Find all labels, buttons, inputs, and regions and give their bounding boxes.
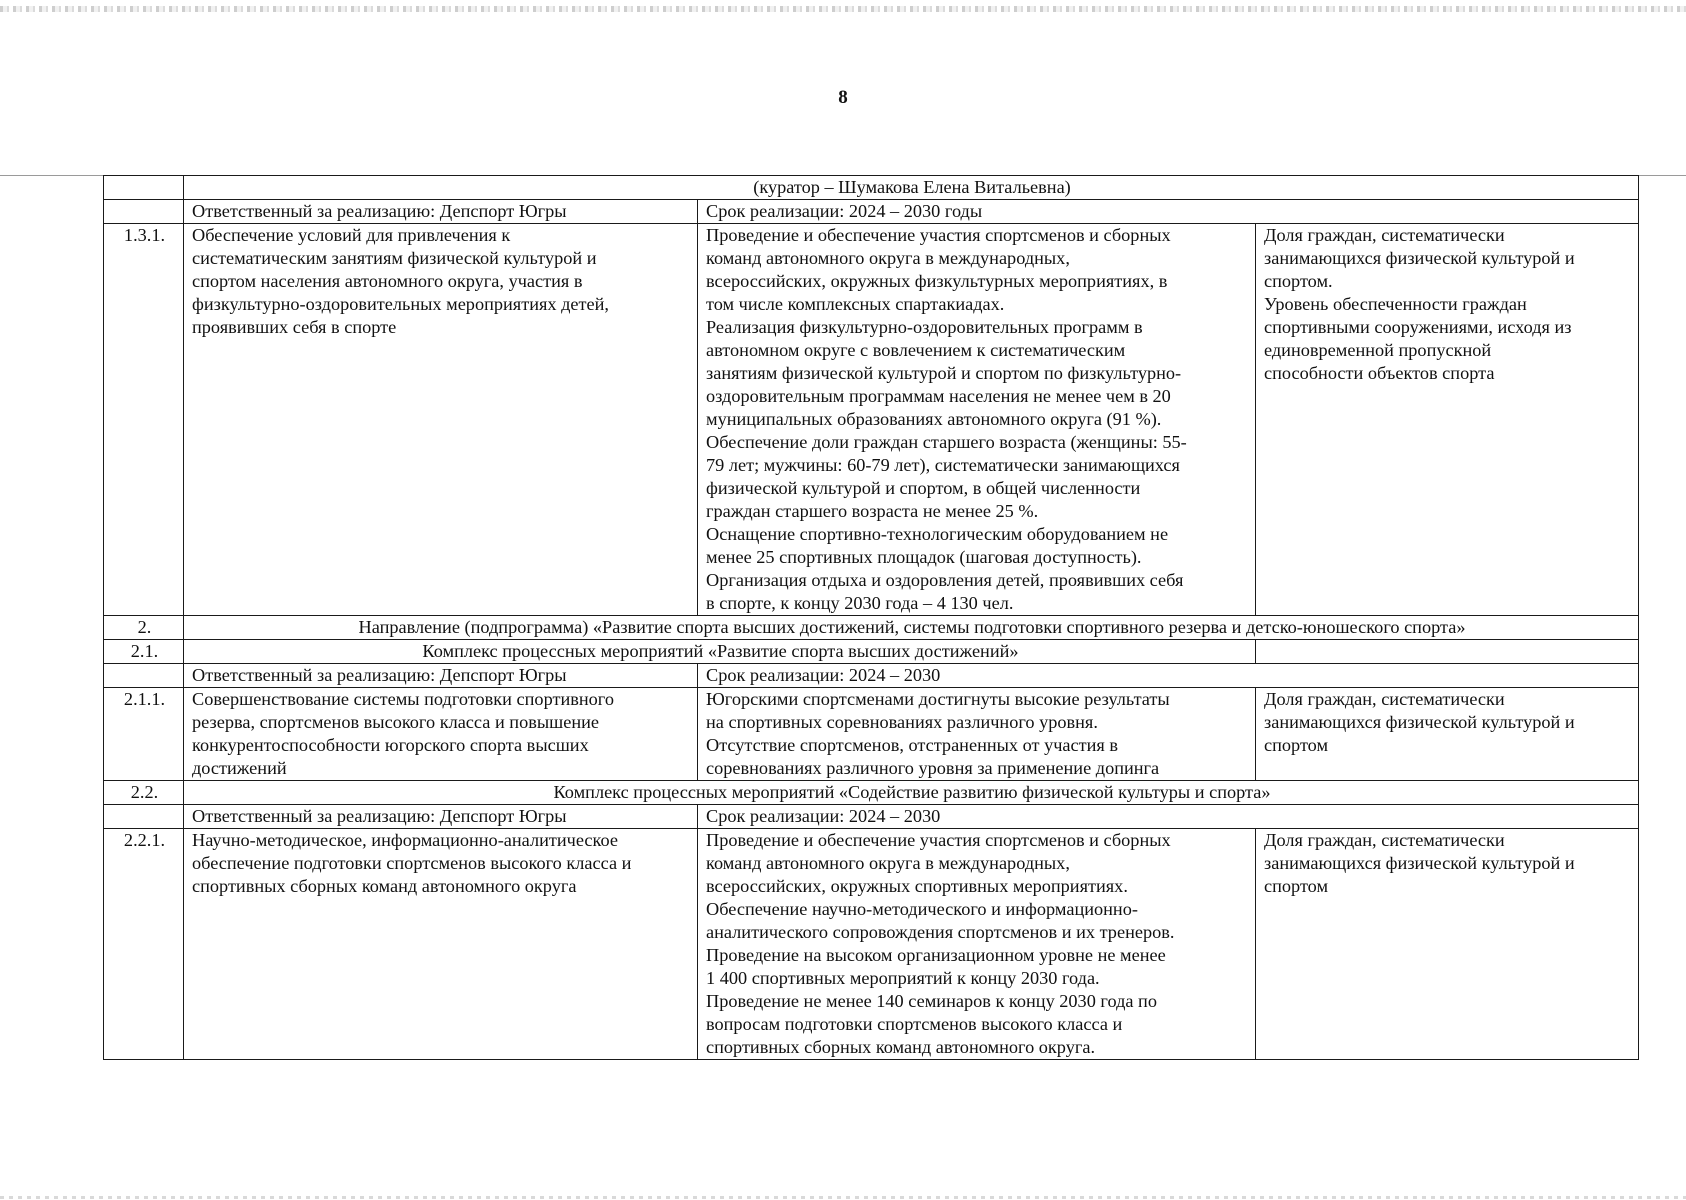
row-number: 2.1.1. xyxy=(104,688,184,781)
result-line: физической культурой и спортом, в общей численности xyxy=(706,478,1141,498)
responsible-row xyxy=(104,664,1639,688)
curator-text: (куратор – Шумакова Елена Витальевна) xyxy=(184,176,1639,200)
indicator-line: спортом xyxy=(1264,876,1329,896)
scan-edge-top xyxy=(0,6,1686,12)
result-line: Югорскими спортсменами достигнуты высокие результаты xyxy=(706,689,1170,709)
indicator-line: способности объектов спорта xyxy=(1264,363,1495,383)
result-line: всероссийских, окружных спортивных мероприятиях. xyxy=(706,876,1128,896)
task-line: конкурентоспособности югорского спорта высших xyxy=(192,735,589,755)
row-number: 2.1. xyxy=(104,640,184,664)
indicator-line: занимающихся физической культурой и xyxy=(1264,853,1575,873)
result-line: Проведение и обеспечение участия спортсменов и сборных xyxy=(706,225,1171,245)
result-line: аналитического сопровождения спортсменов и их тренеров. xyxy=(706,922,1175,942)
result-line: Обеспечение доли граждан старшего возраста (женщины: 55- xyxy=(706,432,1187,452)
empty-cell xyxy=(104,176,184,200)
indicator-line: спортом. xyxy=(1264,271,1333,291)
result-line: менее 25 спортивных площадок (шаговая доступность). xyxy=(706,547,1142,567)
responsible-cell: Ответственный за реализацию: Депспорт Югры xyxy=(184,200,698,224)
result-line: 1 400 спортивных мероприятий к концу 2030 года. xyxy=(706,968,1100,988)
empty-cell xyxy=(104,805,184,829)
result-line: Проведение и обеспечение участия спортсменов и сборных xyxy=(706,830,1171,850)
direction-row xyxy=(104,616,1639,640)
complex-row xyxy=(104,640,1639,664)
task-line: физкультурно-оздоровительных мероприятиях детей, xyxy=(192,294,609,314)
indicators-cell xyxy=(1256,688,1639,781)
result-line: Отсутствие спортсменов, отстраненных от участия в xyxy=(706,735,1119,755)
result-line: занятиям физической культурой и спортом по физкультурно- xyxy=(706,363,1182,383)
result-line: команд автономного округа в международных, xyxy=(706,853,1070,873)
result-line: Организация отдыха и оздоровления детей, проявивших себя xyxy=(706,570,1184,590)
results-cell xyxy=(698,688,1256,781)
indicators-cell xyxy=(1256,224,1639,616)
task-cell xyxy=(184,688,698,781)
result-line: на спортивных соревнованиях различного уровня. xyxy=(706,712,1098,732)
responsible-cell: Ответственный за реализацию: Депспорт Югры xyxy=(184,805,698,829)
result-line: вопросам подготовки спортсменов высокого класса и xyxy=(706,1014,1123,1034)
indicator-line: Уровень обеспеченности граждан xyxy=(1264,294,1527,314)
term-cell: Срок реализации: 2024 – 2030 xyxy=(698,805,1639,829)
indicators-cell xyxy=(1256,829,1639,1060)
result-line: граждан старшего возраста не менее 25 %. xyxy=(706,501,1039,521)
task-line: спортивных сборных команд автономного округа xyxy=(192,876,577,896)
result-line: Проведение не менее 140 семинаров к концу 2030 года по xyxy=(706,991,1157,1011)
result-line: оздоровительным программам населения не менее чем в 20 xyxy=(706,386,1171,406)
results-cell xyxy=(698,224,1256,616)
responsible-row xyxy=(104,200,1639,224)
indicator-line: спортом xyxy=(1264,735,1329,755)
result-line: спортивных сборных команд автономного округа. xyxy=(706,1037,1096,1057)
table-row xyxy=(104,688,1639,781)
row-number: 2.2.1. xyxy=(104,829,184,1060)
row-number: 1.3.1. xyxy=(104,224,184,616)
curator-row xyxy=(104,176,1639,200)
term-cell: Срок реализации: 2024 – 2030 xyxy=(698,664,1639,688)
responsible-cell: Ответственный за реализацию: Депспорт Югры xyxy=(184,664,698,688)
result-line: Оснащение спортивно-технологическим оборудованием не xyxy=(706,524,1169,544)
direction-title: Направление (подпрограмма) «Развитие спорта высших достижений, системы подготовки спортивного резерва и детско-юношеского спорта» xyxy=(184,616,1639,640)
task-line: систематическим занятиям физической культурой и xyxy=(192,248,597,268)
result-line: Обеспечение научно-методического и информационно- xyxy=(706,899,1138,919)
complex-title: Комплекс процессных мероприятий «Развитие спорта высших достижений» xyxy=(184,640,1256,664)
empty-cell xyxy=(104,200,184,224)
responsible-row xyxy=(104,805,1639,829)
row-number: 2.2. xyxy=(104,781,184,805)
task-line: спортом населения автономного округа, участия в xyxy=(192,271,583,291)
table-row xyxy=(104,829,1639,1060)
task-line: Научно-методическое, информационно-аналитическое xyxy=(192,830,618,850)
result-line: Реализация физкультурно-оздоровительных программ в xyxy=(706,317,1143,337)
table-row xyxy=(104,224,1639,616)
indicator-line: Доля граждан, систематически xyxy=(1264,689,1505,709)
indicator-line: Доля граждан, систематически xyxy=(1264,225,1505,245)
indicator-line: занимающихся физической культурой и xyxy=(1264,248,1575,268)
program-table xyxy=(103,175,1639,1060)
result-line: том числе комплексных спартакиадах. xyxy=(706,294,1005,314)
task-line: достижений xyxy=(192,758,287,778)
result-line: автономном округе с вовлечением к систематическим xyxy=(706,340,1126,360)
task-line: Совершенствование системы подготовки спортивного xyxy=(192,689,614,709)
task-cell xyxy=(184,829,698,1060)
task-line: обеспечение подготовки спортсменов высокого класса и xyxy=(192,853,632,873)
term-cell: Срок реализации: 2024 – 2030 годы xyxy=(698,200,1639,224)
result-line: соревнованиях различного уровня за применение допинга xyxy=(706,758,1160,778)
indicator-line: занимающихся физической культурой и xyxy=(1264,712,1575,732)
task-cell xyxy=(184,224,698,616)
result-line: 79 лет; мужчины: 60-79 лет), систематически занимающихся xyxy=(706,455,1180,475)
task-line: проявивших себя в спорте xyxy=(192,317,397,337)
indicator-line: единовременной пропускной xyxy=(1264,340,1492,360)
complex-title: Комплекс процессных мероприятий «Содействие развитию физической культуры и спорта» xyxy=(184,781,1639,805)
empty-cell xyxy=(104,664,184,688)
result-line: Проведение на высоком организационном уровне не менее xyxy=(706,945,1166,965)
task-line: Обеспечение условий для привлечения к xyxy=(192,225,511,245)
page-number: 8 xyxy=(838,87,848,108)
complex-row xyxy=(104,781,1639,805)
row-number: 2. xyxy=(104,616,184,640)
result-line: всероссийских, окружных физкультурных мероприятиях, в xyxy=(706,271,1168,291)
scan-edge-bottom xyxy=(0,1196,1686,1199)
result-line: муниципальных образованиях автономного округа (91 %). xyxy=(706,409,1162,429)
indicator-line: Доля граждан, систематически xyxy=(1264,830,1505,850)
result-line: в спорте, к концу 2030 года – 4 130 чел. xyxy=(706,593,1014,613)
task-line: резерва, спортсменов высокого класса и повышение xyxy=(192,712,600,732)
result-line: команд автономного округа в международных, xyxy=(706,248,1070,268)
results-cell xyxy=(698,829,1256,1060)
empty-cell xyxy=(1256,640,1639,664)
indicator-line: спортивными сооружениями, исходя из xyxy=(1264,317,1572,337)
